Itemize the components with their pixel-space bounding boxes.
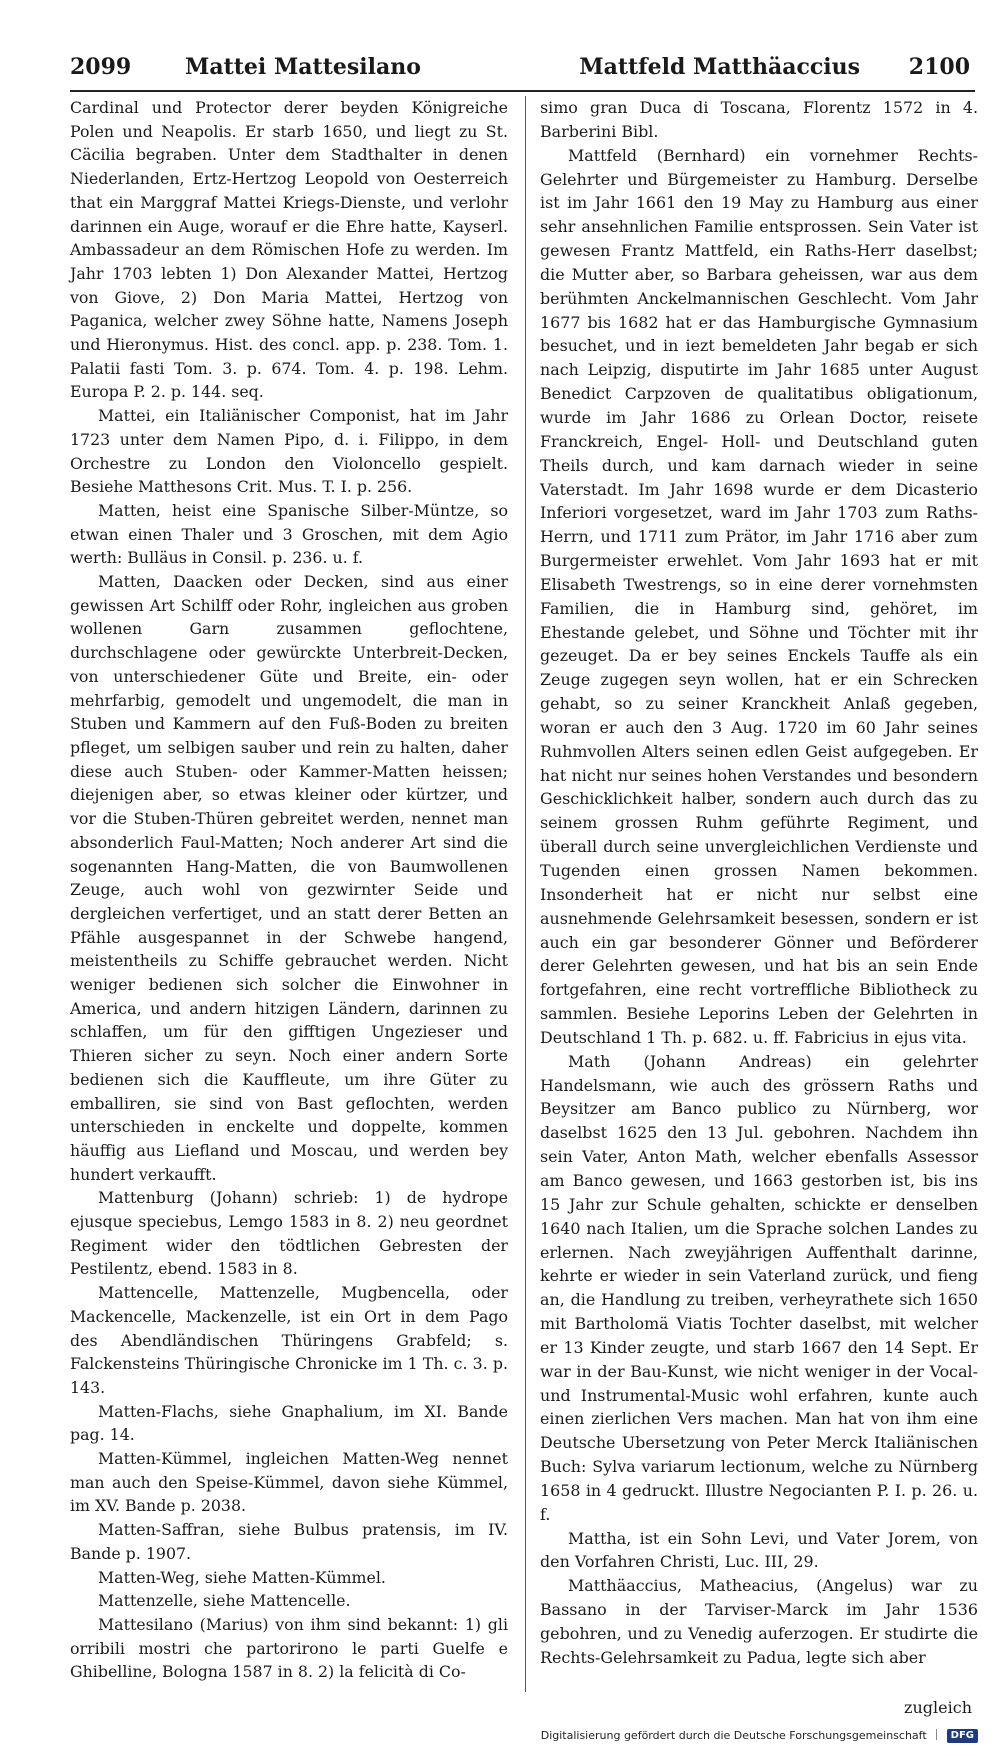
entry-paragraph: Matten-Weg, siehe Matten-Kümmel.	[98, 1567, 386, 1587]
entry-paragraph: Mattesilano (Marius) von ihm sind bekannt: 1) gli orribili mostri che partorirono le parti Guelfe e Ghibelline, Bologna 1587 in 8. 2) la felicità di Co-	[70, 1615, 508, 1682]
right-column	[540, 96, 978, 1670]
entry-paragraph: Math (Johann Andreas) ein gelehrter Handelsmann, wie auch des grössern Raths und Beysitzer am Banco publico zu Nürnberg, wor daselbst 1625 den 13 Jul. gebohren. Nachdem ihn sein Vater, Anton Math, welcher ebenfalls Assessor am Banco gewesen, und 1663 gestorben ist, bis ins 15 Jahr zur Schule gehalten, schickte er denselben 1640 nach Italien, um die Sprache solchen Landes zu erlernen. Nach zweyjährigen Auffenthalt darinne, kehrte er wieder in sein Vaterland zurück, und fieng an, die Handlung zu treiben, verheyrathete sich 1650 mit Bartholomä Viatis Tochter daselbst, mit welcher er 13 Kinder zeugte, und starb 1667 den 14 Sept. Er war in der Bau-Kunst, wie nicht weniger in der Vocal- und Instrumental-Music wohl erfahren, kunte auch einen zierlichen Vers machen. Man hat von ihm eine Deutsche Ubersetzung von Peter Merck Italiänischen Buch: Sylva variarum lectionum, welche zu Nürnberg 1658 in 4 gedruckt. Illustre Negocianten P. I. p. 26. u. f.	[540, 1051, 978, 1524]
digitization-footer	[541, 1727, 978, 1745]
entry-paragraph: Mattei, ein Italiänischer Componist, hat im Jahr 1723 unter dem Namen Pipo, d. i. Filippo, in dem Orchestre zu London den Violoncello gespielt. Besiehe Matthesons Crit. Mus. T. I. p. 256.	[70, 406, 508, 497]
entry-paragraph: Matten, heist eine Spanische Silber-Müntze, so etwan einen Thaler und 3 Groschen, mit dem Agio werth: Bulläus in Consil. p. 236. u. f.	[70, 500, 508, 568]
left-column	[70, 96, 508, 1684]
entry-paragraph: Matten, Daacken oder Decken, sind aus einer gewissen Art Schilff oder Rohr, ingleichen aus groben wollenen Garn zusammen geflochtene, durchschlagene oder gewürckte Unterbreit-Decken, von unterschiedener Güte und Breite, ein- oder mehrfarbig, gemodelt und ungemodelt, die man in Stuben und Kammern auf den Fuß-Boden zu breiten pfleget, um selbigen sauber und rein zu halten, daher diese auch Stuben- oder Kammer-Matten heissen; diejenigen aber, so etwas kleiner oder kürtzer, und vor die Stuben-Thüren gebreitet werden, nennet man absonderlich Faul-Matten; Noch anderer Art sind die sogenannten Hang-Matten, die von Baumwollenen Zeuge, auch wohl von gezwirnter Seide und dergleichen verfertiget, und an statt derer Betten an Pfähle ausgespannet in der Schwebe hangend, meistentheils zu Schiffe gebrauchet werden. Nicht weniger bedienen sich solcher die Einwohner in America, und andern hitzigen Ländern, darinnen zu schlaffen, um für den gifftigen Ungezieser und Thieren sicher zu seyn. Noch einer andern Sorte bedienen sich die Kauffleute, um ihre Güter zu emballiren, sie sind von Bast geflochten, werden unterschieden in enckelte und doppelte, kommen häuffig aus Liefland und Moscau, und werden bey hundert verkaufft.	[70, 572, 508, 1184]
entry-paragraph: Cardinal und Protector derer beyden Königreiche Polen und Neapolis. Er starb 1650, und liegt zu St. Cäcilia begraben. Unter dem Stadthalter in denen Niederlanden, Ertz-Hertzog Leopold von Oesterreich that ein Marggraf Mattei Kriegs-Dienste, und verlohr darinnen ein Auge, worauf er die Ehre hatte, Kayserl. Ambassadeur an dem Römischen Hofe zu werden. Im Jahr 1703 lebten 1) Don Alexander Mattei, Hertzog von Giove, 2) Don Maria Mattei, Hertzog von Paganica, welcher zwey Söhne hatte, Namens Joseph und Hieronymus. Hist. des concl. app. p. 238. Tom. 1. Palatii fasti Tom. 3. p. 674. Tom. 4. p. 198. Lehm. Europa P. 2. p. 144. seq.	[70, 98, 508, 402]
entry-paragraph: Mattha, ist ein Sohn Levi, und Vater Jorem, von den Vorfahren Christi, Luc. III, 29.	[540, 1528, 978, 1572]
page-number-right: 2100	[908, 54, 970, 80]
entry-paragraph: Mattencelle, Mattenzelle, Mugbencella, oder Mackencelle, Mackenzelle, ist ein Ort in dem Pago des Abendländischen Thüringens Grabfeld; s. Falckensteins Thüringische Chronicke im 1 Th. c. 3. p. 143.	[70, 1283, 508, 1397]
entry-paragraph: Mattfeld (Bernhard) ein vornehmer Rechts-Gelehrter und Bürgemeister zu Hamburg. Derselbe ist im Jahr 1661 den 19 May zu Hamburg aus einer sehr ansehnlichen Familie entsprossen. Sein Vater ist gewesen Frantz Mattfeld, ein Raths-Herr daselbst; die Mutter aber, so Barbara geheissen, war aus dem berühmten Anckelmannischen Geschlecht. Vom Jahr 1677 bis 1682 hat er das Hamburgische Gymnasium besuchet, und in iezt bemeldeten Jahr begab er sich nach Leipzig, disputirte im Jahr 1685 unter August Benedict Carpzoven de qualitatibus obligationum, wurde im Jahr 1686 zu Orlean Doctor, reisete Franckreich, Engel- Holl- und Deutschland guten Theils durch, und kam darnach wieder in seine Vaterstadt. Im Jahr 1698 wurde er dem Dicasterio Inferiori vorgesetzet, ward im Jahr 1703 zum Raths-Herrn, und 1711 zum Prätor, im Jahr 1716 aber zum Burgermeister erwehlet. Vom Jahr 1693 hat er mit Elisabeth Twestrengs, so in eine derer vornehmsten Familien, die in Hamburg sind, gehöret, im Ehestande gelebet, und Söhne und Töchter mit ihr gezeuget. Da er bey seines Enckels Tauffe als ein Zeuge zugegen seyn wollen, hat er ein Schrecken gehabt, so zu seiner Kranckheit Anlaß gegeben, woran er auch den 3 Aug. 1720 im 60 Jahr seines Ruhmvollen Alters seinen edlen Geist aufgegeben. Er hat nicht nur seines hohen Verstandes und besondern Geschicklichkeit halber, sondern auch durch das zu seinem grossen Ruhm geführte Regiment, und überall durch seine unvergleichlichen Verdienste und Tugenden einen grossen Namen bekommen. Insonderheit hat er nicht nur selbst eine ausnehmende Gelehrsamkeit besessen, sondern er ist auch ein gar besonderer Gönner und Beförderer derer Gelehrten gewesen, und hat bis an sein Ende fortgefahren, eine recht vortreffliche Bibliotheck zu sammlen. Besiehe Leporins Leben der Gelehrten in Deutschland 1 Th. p. 682. u. ff. Fabricius in ejus vita.	[540, 145, 978, 1047]
dfg-logo-icon: DFG	[947, 1729, 978, 1743]
running-title-right: Mattfeld Matthäaccius	[579, 54, 860, 80]
running-title-left: Mattei Mattesilano	[185, 54, 421, 80]
page-header	[70, 52, 970, 86]
entry-paragraph: Matten-Kümmel, ingleichen Matten-Weg nennet man auch den Speise-Kümmel, davon siehe Kümmel, im XV. Bande p. 2038.	[70, 1449, 508, 1516]
footer-separator	[936, 1729, 937, 1740]
entry-paragraph: Matten-Saffran, siehe Bulbus pratensis, im IV. Bande p. 1907.	[70, 1520, 508, 1563]
footer-credit-text: Digitalisierung gefördert durch die Deutsche Forschungsgemeinschaft	[540, 1729, 927, 1742]
page-number-left: 2099	[70, 54, 132, 80]
entry-paragraph: simo gran Duca di Toscana, Florentz 1572 in 4. Barberini Bibl.	[540, 98, 978, 141]
catchword: zugleich	[904, 1698, 972, 1717]
column-divider	[525, 96, 526, 1692]
header-rule	[70, 90, 975, 92]
entry-paragraph: Mattenzelle, siehe Mattencelle.	[98, 1591, 351, 1611]
entry-paragraph: Matthäaccius, Matheacius, (Angelus) war zu Bassano in der Tarviser-Marck im Jahr 1536 gebohren, und zu Venedig auferzogen. Er studirte die Rechts-Gelehrsamkeit zu Padua, legte sich aber	[540, 1576, 978, 1667]
entry-paragraph: Matten-Flachs, siehe Gnaphalium, im XI. Bande pag. 14.	[70, 1401, 508, 1445]
entry-paragraph: Mattenburg (Johann) schrieb: 1) de hydrope ejusque speciebus, Lemgo 1583 in 8. 2) neu geordnet Regiment wider den tödtlichen Gebresten der Pestilentz, ebend. 1583 in 8.	[70, 1188, 508, 1279]
